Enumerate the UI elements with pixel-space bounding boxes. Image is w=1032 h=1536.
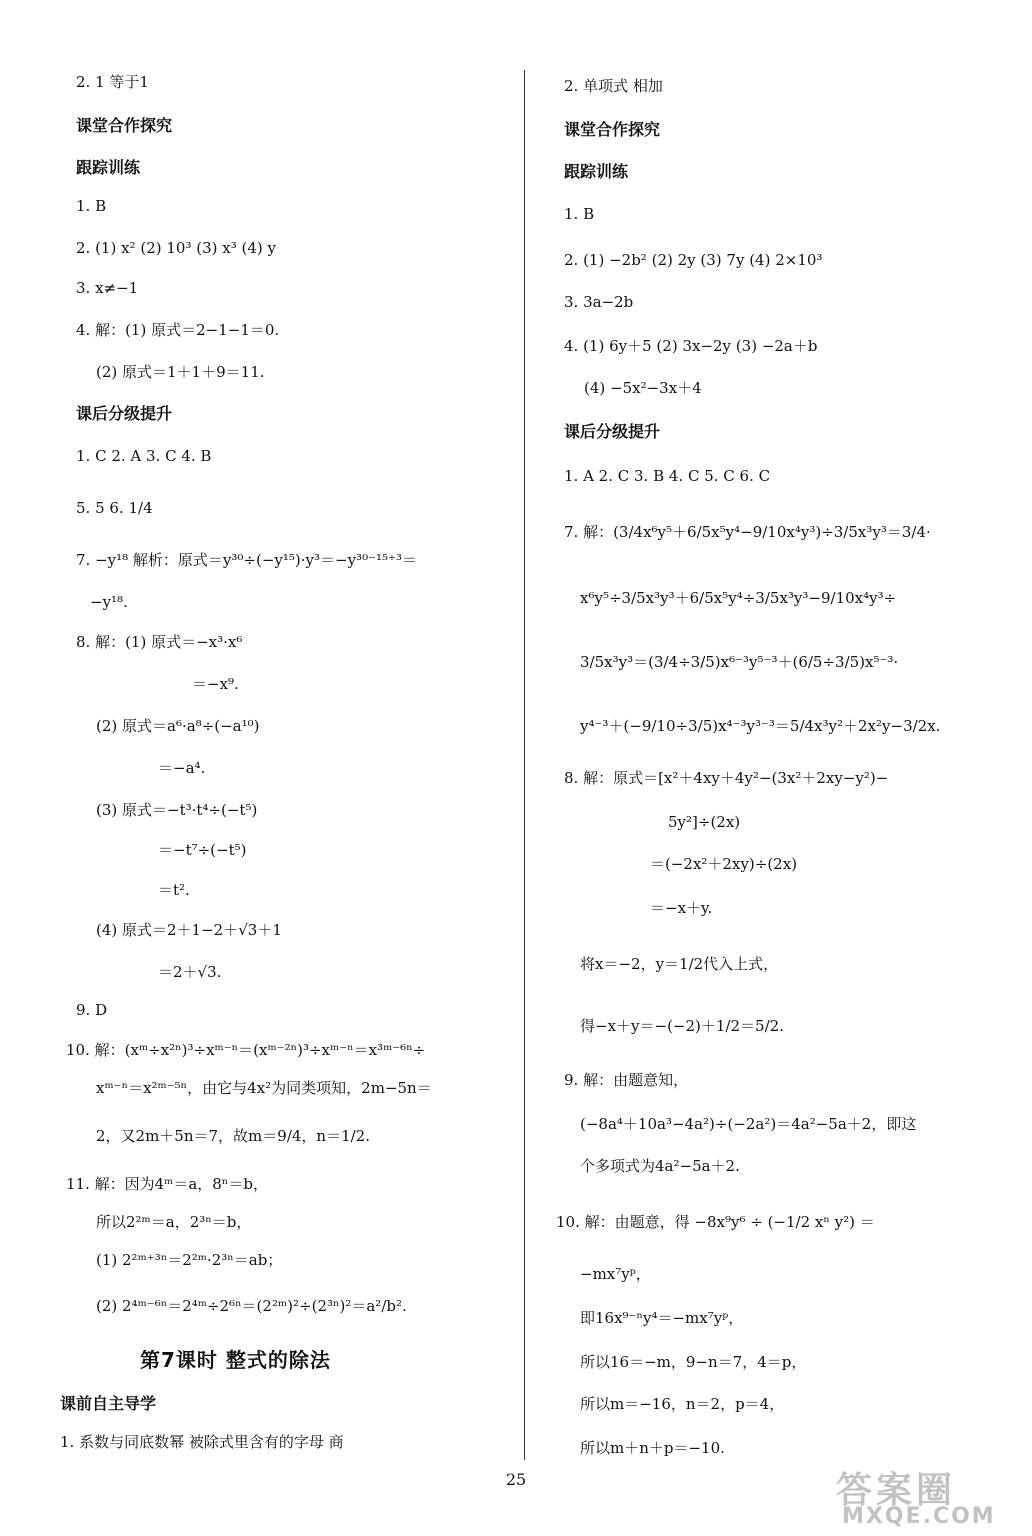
section-heading: 跟踪训练 bbox=[564, 162, 629, 181]
answer-line: 个多项式为4a²−5a＋2. bbox=[580, 1157, 740, 1175]
answer-line: 所以16＝−m，9−n＝7，4＝p， bbox=[580, 1353, 807, 1371]
answer-line: 9. D bbox=[76, 1001, 108, 1019]
answer-line: ＝−x＋y. bbox=[650, 899, 713, 917]
watermark-bottom-text: MXQE.COM bbox=[842, 1504, 996, 1529]
answer-line: 所以m＋n＋p＝−10. bbox=[580, 1439, 725, 1457]
answer-line: 所以m＝−16，n＝2，p＝4， bbox=[580, 1395, 785, 1413]
answer-line: 11. 解：因为4ᵐ＝a，8ⁿ＝b， bbox=[66, 1175, 268, 1193]
answer-line: 2. (1) −2b² (2) 2y (3) 7y (4) 2×10³ bbox=[564, 251, 823, 269]
answer-line: 1. 系数与同底数幂 被除式里含有的字母 商 bbox=[60, 1433, 344, 1451]
answer-line: ＝t². bbox=[158, 881, 190, 899]
answer-line: (−8a⁴＋10a³−4a²)÷(−2a²)＝4a²−5a＋2，即这 bbox=[580, 1115, 917, 1133]
answer-line: 2. (1) x² (2) 10³ (3) x³ (4) y bbox=[76, 239, 276, 257]
answer-line: −y¹⁸. bbox=[90, 593, 128, 611]
answer-line: 5y²]÷(2x) bbox=[668, 813, 741, 831]
answer-line: (4) −5x²−3x＋4 bbox=[584, 379, 702, 397]
answer-line: 即16x⁹⁻ⁿy⁴＝−mx⁷yᵖ， bbox=[580, 1309, 744, 1327]
answer-line: 5. 5 6. 1/4 bbox=[76, 499, 153, 517]
answer-line: (4) 原式＝2＋1−2＋√3＋1 bbox=[96, 921, 282, 939]
answer-line: 3. 3a−2b bbox=[564, 293, 634, 311]
watermark-logo bbox=[828, 1462, 1008, 1532]
page-number: 25 bbox=[505, 1470, 527, 1489]
answer-line: 4. (1) 6y＋5 (2) 3x−2y (3) −2a＋b bbox=[564, 337, 818, 355]
section-heading: 跟踪训练 bbox=[76, 158, 141, 177]
answer-line: ＝−t⁷÷(−t⁵) bbox=[158, 841, 247, 859]
section-heading: 课后分级提升 bbox=[564, 422, 661, 441]
answer-line: ＝2＋√3. bbox=[158, 963, 222, 981]
column-divider bbox=[524, 70, 525, 1460]
answer-line: 8. 解：原式＝[x²＋4xy＋4y²−(3x²＋2xy−y²)− bbox=[564, 769, 889, 787]
answer-line: (3) 原式＝−t³·t⁴÷(−t⁵) bbox=[96, 801, 258, 819]
answer-line: 10. 解：(xᵐ÷x²ⁿ)³÷xᵐ⁻ⁿ＝(xᵐ⁻²ⁿ)³÷xᵐ⁻ⁿ＝x³ᵐ⁻⁶ⁿ÷ bbox=[66, 1041, 426, 1059]
answer-line: (2) 原式＝1＋1＋9＝11. bbox=[96, 363, 265, 381]
section-heading: 课后分级提升 bbox=[76, 404, 173, 423]
answer-line: 1. C 2. A 3. C 4. B bbox=[76, 447, 212, 465]
answer-line: 8. 解：(1) 原式＝−x³·x⁶ bbox=[76, 633, 243, 651]
answer-line: 得−x＋y＝−(−2)＋1/2＝5/2. bbox=[580, 1017, 784, 1035]
answer-line: (2) 原式＝a⁶·a⁸÷(−a¹⁰) bbox=[96, 717, 260, 735]
answer-line: xᵐ⁻ⁿ＝x²ᵐ⁻⁵ⁿ，由它与4x²为同类项知，2m−5n＝ bbox=[96, 1079, 432, 1097]
lesson-title: 第7课时 整式的除法 bbox=[140, 1348, 331, 1372]
answer-line: 10. 解：由题意，得 −8x⁹y⁶ ÷ (−1/2 xⁿ y²) ＝ bbox=[556, 1213, 875, 1231]
answer-line: 2，又2m＋5n＝7，故m＝9/4，n＝1/2. bbox=[96, 1127, 370, 1145]
section-heading: 课堂合作探究 bbox=[564, 120, 661, 139]
answer-line: 2. 1 等于1 bbox=[76, 73, 149, 91]
watermark-top-text: 答案圈 bbox=[836, 1470, 957, 1511]
answer-line: 3. x≠−1 bbox=[76, 279, 139, 297]
answer-line: 1. B bbox=[564, 205, 595, 223]
answer-line: ＝−a⁴. bbox=[158, 759, 206, 777]
answer-line: −mx⁷yᵖ， bbox=[580, 1265, 651, 1283]
answer-line: ＝(−2x²＋2xy)÷(2x) bbox=[650, 855, 798, 873]
answer-line: 4. 解：(1) 原式＝2−1−1＝0. bbox=[76, 321, 280, 339]
answer-line: 7. 解：(3/4x⁶y⁵＋6/5x⁵y⁴−9/10x⁴y³)÷3/5x³y³＝3/4· bbox=[564, 523, 931, 541]
answer-line: 3/5x³y³＝(3/4÷3/5)x⁶⁻³y⁵⁻³＋(6/5÷3/5)x⁵⁻³· bbox=[580, 653, 899, 671]
answer-line: 1. A 2. C 3. B 4. C 5. C 6. C bbox=[564, 467, 771, 485]
answer-line: 2. 单项式 相加 bbox=[564, 77, 663, 95]
section-heading: 课堂合作探究 bbox=[76, 116, 173, 135]
answer-line: 9. 解：由题意知， bbox=[564, 1071, 689, 1089]
answer-line: 7. −y¹⁸ 解析：原式＝y³⁰÷(−y¹⁵)·y³＝−y³⁰⁻¹⁵⁺³＝ bbox=[76, 551, 417, 569]
section-heading: 课前自主导学 bbox=[60, 1394, 157, 1413]
answer-line: 将x＝−2，y＝1/2代入上式， bbox=[580, 955, 779, 973]
answer-line: 1. B bbox=[76, 197, 107, 215]
answer-line: 所以2²ᵐ＝a，2³ⁿ＝b， bbox=[96, 1213, 252, 1231]
answer-line: (2) 2⁴ᵐ⁻⁶ⁿ＝2⁴ᵐ÷2⁶ⁿ＝(2²ᵐ)²÷(2³ⁿ)²＝a²/b². bbox=[96, 1297, 407, 1315]
answer-line: ＝−x⁹. bbox=[192, 675, 239, 693]
answer-line: x⁶y⁵÷3/5x³y³＋6/5x⁵y⁴÷3/5x³y³−9/10x⁴y³÷ bbox=[580, 589, 897, 607]
answer-line: (1) 2²ᵐ⁺³ⁿ＝2²ᵐ·2³ⁿ＝ab； bbox=[96, 1251, 283, 1269]
answer-line: y⁴⁻³＋(−9/10÷3/5)x⁴⁻³y³⁻³＝5/4x³y²＋2x²y−3/2x. bbox=[580, 717, 941, 735]
